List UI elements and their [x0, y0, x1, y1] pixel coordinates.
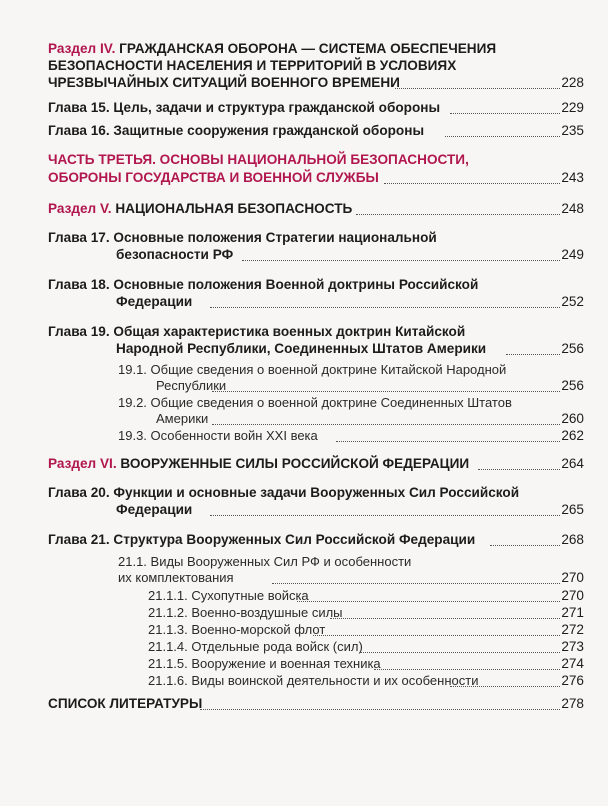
toc-entry-text: Глава 18. Основные положения Военной доктрины Российской: [48, 277, 479, 292]
toc-entry-line: [148, 604, 343, 621]
toc-entry-line: [48, 57, 456, 74]
toc-entry-text: БЕЗОПАСНОСТИ НАСЕЛЕНИЯ И ТЕРРИТОРИЙ В УСЛОВИЯХ: [48, 58, 457, 73]
toc-entry-text: 19.2. Общие сведения о военной доктрине Соединенных Штатов: [118, 395, 512, 410]
toc-entry-line: [118, 569, 234, 586]
toc-entry-text: Глава 20. Функции и основные задачи Вооруженных Сил Российской: [48, 485, 520, 500]
toc-page-number: 270: [561, 570, 584, 585]
toc-entry-line: [118, 394, 512, 411]
toc-entry-line: [48, 695, 202, 712]
toc-entry-line: [48, 276, 478, 293]
toc-page-number: 256: [561, 341, 584, 356]
toc-page-number: 273: [561, 639, 584, 654]
toc-entry-line: [48, 531, 475, 548]
toc-entry-text: Глава 19. Общая характеристика военных доктрин Китайской: [48, 324, 466, 339]
toc-entry-prefix: Раздел IV.: [48, 41, 116, 56]
toc-entry-text: Федерации: [116, 502, 193, 517]
toc-page-number: 274: [561, 656, 584, 671]
toc-page-number: 268: [561, 532, 584, 547]
toc-entry-text: 21.1.2. Военно-воздушные силы: [148, 605, 343, 620]
toc-leader-dots: [450, 686, 560, 687]
toc-entry-line: [148, 638, 363, 655]
toc-entry-line: [148, 587, 309, 604]
toc-entry-text: Народной Республики, Соединенных Штатов Америки: [116, 341, 487, 356]
toc-entry-line: [48, 455, 469, 472]
toc-entry-line: [148, 672, 478, 689]
toc-entry-text: 21.1.1. Сухопутные войска: [148, 588, 309, 603]
toc-leader-dots: [242, 260, 560, 261]
toc-page-number: 278: [561, 696, 584, 711]
toc-entry-text: 21.1. Виды Вооруженных Сил РФ и особенности: [118, 554, 412, 569]
toc-page-number: 270: [561, 588, 584, 603]
toc-entry-text: НАЦИОНАЛЬНАЯ БЕЗОПАСНОСТЬ: [111, 201, 353, 216]
toc-entry-text: их комплектования: [118, 570, 234, 585]
toc-leader-dots: [506, 354, 560, 355]
toc-entry-line: [48, 229, 437, 246]
toc-entry-line: [116, 293, 192, 310]
toc-page-number: 271: [561, 605, 584, 620]
toc-leader-dots: [297, 601, 560, 602]
toc-entry-line: [48, 323, 465, 340]
toc-entry-text: ЧРЕЗВЫЧАЙНЫХ СИТУАЦИЙ ВОЕННОГО ВРЕМЕНИ: [48, 75, 400, 90]
toc-entry-line: [48, 200, 352, 217]
toc-entry-text: безопасности РФ: [116, 247, 234, 262]
toc-page-number: 229: [561, 100, 584, 115]
toc-entry-text: Глава 15. Цель, задачи и структура гражданской обороны: [48, 100, 441, 115]
toc-entry-text: 19.1. Общие сведения о военной доктрине Китайской Народной: [118, 362, 507, 377]
toc-entry-prefix: Раздел VI.: [48, 456, 117, 471]
toc-entry-text: Глава 16. Защитные сооружения гражданской обороны: [48, 123, 425, 138]
toc-leader-dots: [384, 183, 560, 184]
toc-leader-dots: [374, 669, 560, 670]
toc-entry-line: [48, 169, 379, 186]
toc-page-number: 264: [561, 456, 584, 471]
toc-leader-dots: [395, 88, 560, 89]
toc-entry-text: 21.1.4. Отдельные рода войск (сил): [148, 639, 363, 654]
toc-leader-dots: [210, 307, 560, 308]
toc-entry-text: Глава 21. Структура Вооруженных Сил Российской Федерации: [48, 532, 476, 547]
toc-leader-dots: [336, 441, 560, 442]
toc-leader-dots: [212, 424, 560, 425]
toc-page-number: 228: [561, 75, 584, 90]
toc-leader-dots: [212, 391, 560, 392]
toc-entry-line: [48, 484, 519, 501]
toc-leader-dots: [313, 635, 560, 636]
toc-entry-text: 21.1.5. Вооружение и военная техника: [148, 656, 381, 671]
toc-leader-dots: [330, 618, 560, 619]
toc-leader-dots: [450, 113, 560, 114]
toc-leader-dots: [360, 652, 560, 653]
toc-entry-text: 19.3. Особенности войн XXI века: [118, 428, 318, 443]
toc-page-number: 272: [561, 622, 584, 637]
toc-leader-dots: [210, 515, 560, 516]
toc-entry-line: [116, 246, 233, 263]
toc-entry-line: [48, 151, 469, 168]
toc-entry-line: [148, 655, 381, 672]
toc-entry-line: [48, 74, 400, 91]
toc-page-number: 249: [561, 247, 584, 262]
toc-entry-prefix: Раздел V.: [48, 201, 112, 216]
toc-entry-text: Федерации: [116, 294, 193, 309]
toc-entry-text: Республики: [156, 378, 227, 393]
toc-page-number: 265: [561, 502, 584, 517]
toc-page-number: 260: [561, 411, 584, 426]
toc-entry-text: Глава 17. Основные положения Стратегии национальной: [48, 230, 437, 245]
toc-entry-line: [118, 361, 506, 378]
toc-entry-line: [148, 621, 325, 638]
toc-page-number: 276: [561, 673, 584, 688]
toc-entry-text: СПИСОК ЛИТЕРАТУРЫ: [48, 696, 203, 711]
toc-leader-dots: [478, 469, 560, 470]
toc-entry-line: [118, 427, 318, 444]
toc-entry-line: [48, 40, 496, 57]
toc-entry-text: ОБОРОНЫ ГОСУДАРСТВА И ВОЕННОЙ СЛУЖБЫ: [48, 170, 379, 185]
toc-entry-line: [118, 553, 411, 570]
toc-entry-line: [48, 99, 440, 116]
toc-entry-text: ВООРУЖЕННЫЕ СИЛЫ РОССИЙСКОЙ ФЕДЕРАЦИИ: [116, 456, 470, 471]
toc-leader-dots: [200, 709, 560, 710]
toc-page-number: 256: [561, 378, 584, 393]
toc-page-number: 248: [561, 201, 584, 216]
toc-entry-line: [116, 340, 486, 357]
toc-leader-dots: [356, 214, 560, 215]
toc-entry-line: [48, 122, 424, 139]
toc-page-number: 235: [561, 123, 584, 138]
toc-leader-dots: [490, 545, 560, 546]
toc-entry-text: 21.1.6. Виды воинской деятельности и их особенности: [148, 673, 479, 688]
toc-page-number: 262: [561, 428, 584, 443]
toc-leader-dots: [445, 136, 560, 137]
toc-entry-text: 21.1.3. Военно-морской флот: [148, 622, 326, 637]
toc-page-number: 243: [561, 170, 584, 185]
toc-entry-text: ЧАСТЬ ТРЕТЬЯ. ОСНОВЫ НАЦИОНАЛЬНОЙ БЕЗОПАСНОСТИ,: [48, 152, 469, 167]
toc-entry-line: [116, 501, 192, 518]
toc-page-number: 252: [561, 294, 584, 309]
toc-leader-dots: [272, 583, 560, 584]
toc-entry-text: ГРАЖДАНСКАЯ ОБОРОНА — СИСТЕМА ОБЕСПЕЧЕНИЯ: [115, 41, 497, 56]
toc-entry-line: [156, 410, 208, 427]
toc-entry-text: Америки: [156, 411, 209, 426]
